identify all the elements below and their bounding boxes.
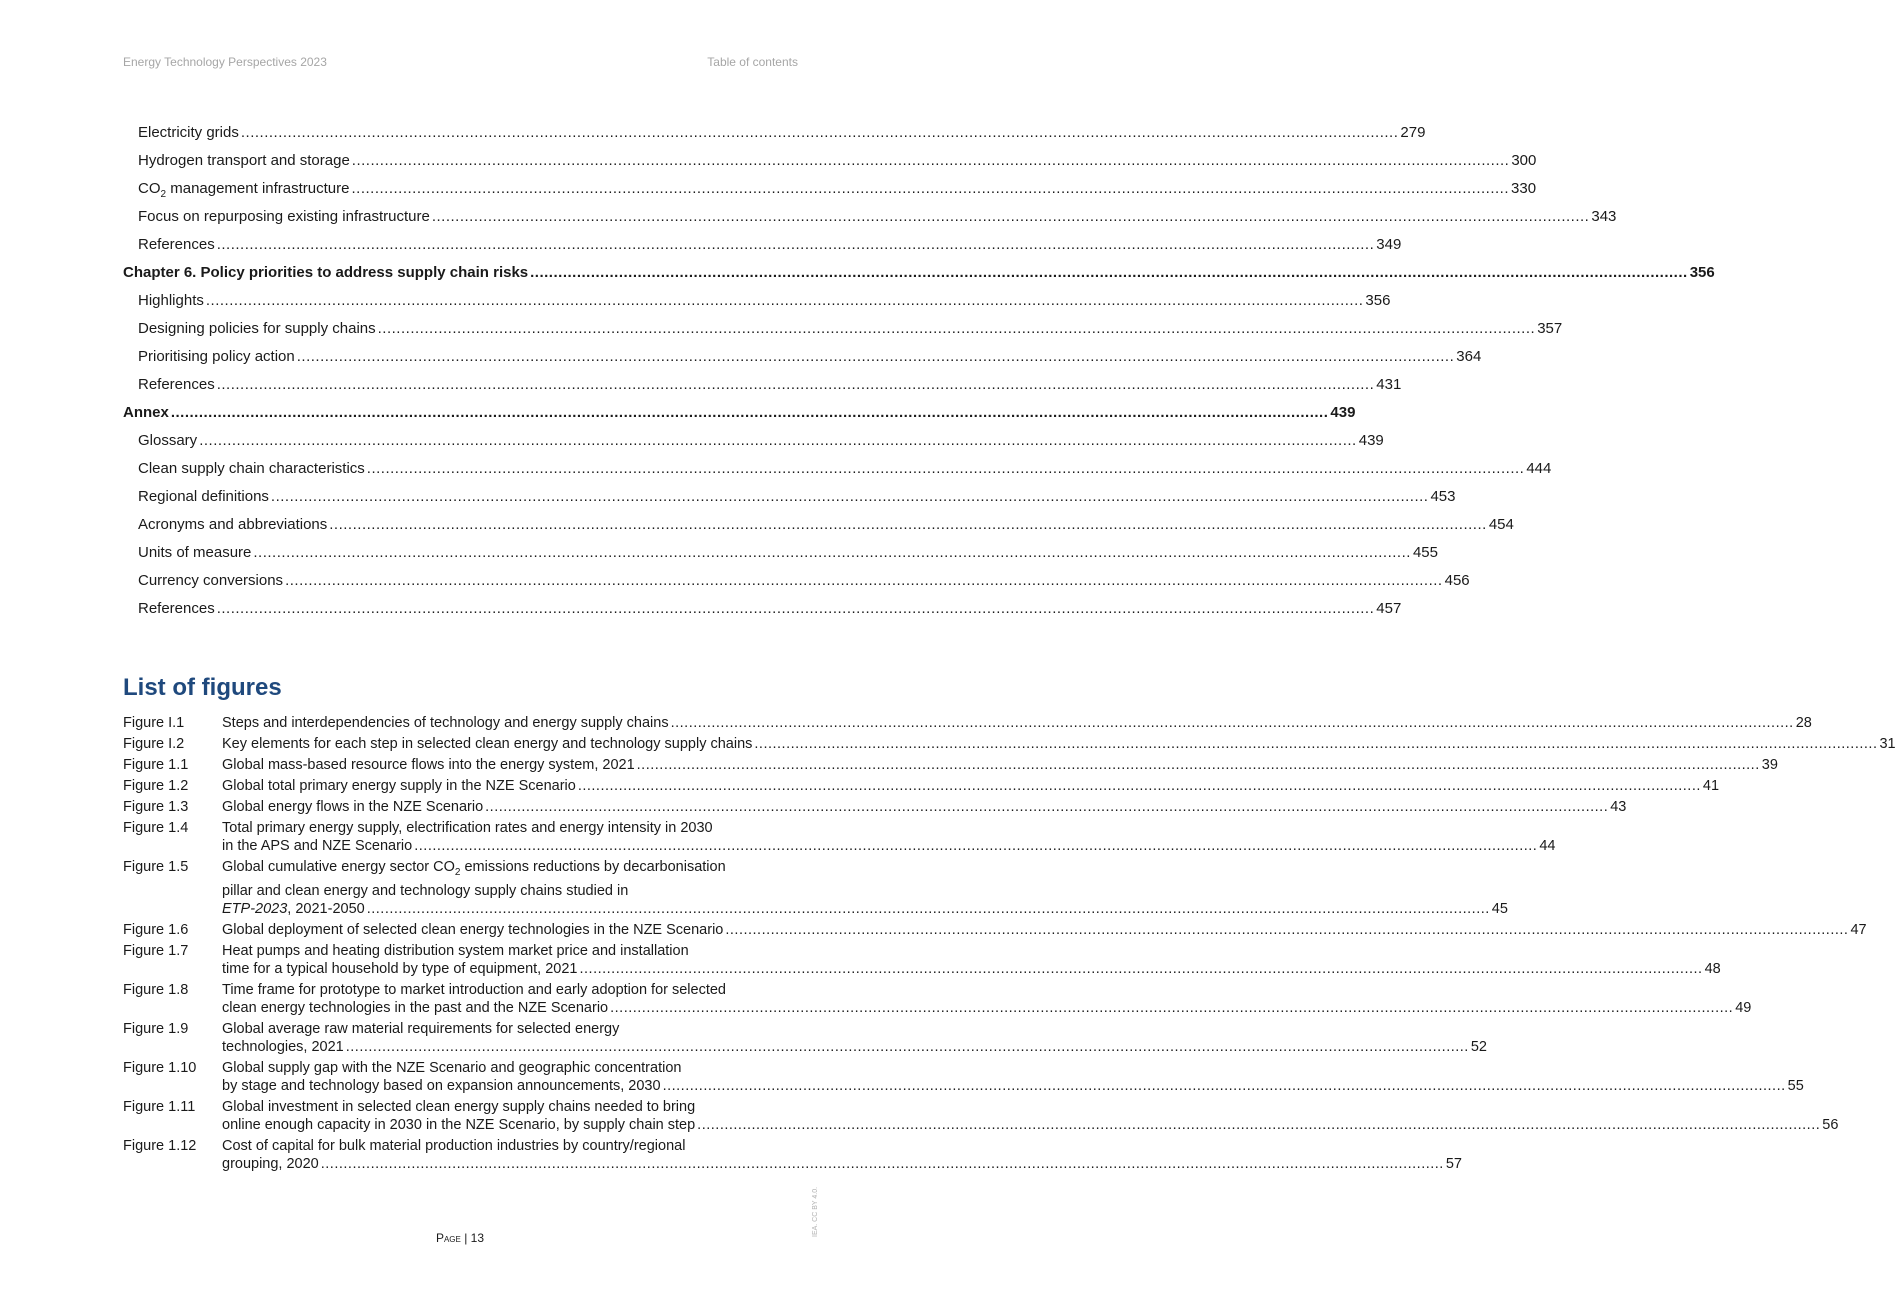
dot-leader — [485, 798, 1608, 816]
toc-entry[interactable] — [123, 147, 1537, 175]
toc-entry[interactable] — [123, 119, 1426, 147]
dot-leader — [253, 539, 1411, 567]
toc-entry-page: 364 — [1456, 348, 1482, 365]
figure-caption-line: Time frame for prototype to market introduction and early adoption for selected — [222, 981, 726, 998]
toc-entry[interactable] — [123, 427, 1384, 455]
toc-entry-page: 279 — [1400, 124, 1426, 141]
figure-page: 48 — [1704, 960, 1721, 977]
figure-caption: clean energy technologies in the past and the NZE Scenario — [222, 999, 609, 1016]
dot-leader — [637, 756, 1760, 774]
figure-number: Figure 1.5 — [123, 859, 189, 875]
toc-entry-page: 356 — [1689, 264, 1715, 281]
figure-caption: by stage and technology based on expansion announcements, 2030 — [222, 1077, 661, 1094]
figure-number: Figure 1.11 — [123, 1098, 196, 1115]
dot-leader — [610, 999, 1733, 1017]
figure-page: 44 — [1539, 838, 1556, 854]
dot-leader — [578, 777, 1701, 795]
figure-caption: Key elements for each step in selected clean energy and technology supply chains — [222, 736, 753, 752]
figure-number: Figure 1.7 — [123, 942, 189, 959]
figure-entry[interactable] — [123, 981, 1752, 1017]
figure-page: 52 — [1470, 1038, 1487, 1055]
toc-entry-page: 330 — [1511, 180, 1537, 197]
toc-entry[interactable] — [123, 371, 1402, 399]
toc-entry-title: Units of measure — [138, 544, 252, 561]
toc-chapter-entry[interactable] — [123, 259, 1715, 287]
toc-entry-title: Focus on repurposing existing infrastructure — [138, 208, 430, 225]
toc-entry-page: 439 — [1330, 404, 1356, 421]
figure-caption-line: Global investment in selected clean energy supply chains needed to bring — [222, 1098, 696, 1115]
toc-entry-title: Regional definitions — [138, 488, 269, 505]
dot-leader — [171, 399, 1329, 427]
toc-entry-title: Designing policies for supply chains — [138, 320, 376, 337]
toc-entry-page: 439 — [1358, 432, 1384, 449]
figure-caption: ETP-2023, 2021-2050 — [222, 900, 365, 917]
toc-entry-title: Glossary — [138, 432, 198, 449]
toc-entry-page: 454 — [1488, 516, 1514, 533]
dot-leader — [697, 1116, 1820, 1134]
toc-chapter-entry[interactable] — [123, 399, 1356, 427]
dot-leader — [530, 259, 1688, 287]
dot-leader — [217, 595, 1375, 623]
toc-entry[interactable] — [123, 455, 1552, 483]
dot-leader — [367, 900, 1490, 918]
figure-number: Figure 1.12 — [123, 1137, 197, 1154]
figure-page: 41 — [1702, 778, 1720, 794]
dot-leader — [199, 427, 1357, 455]
toc-entry-title: Annex — [123, 404, 169, 421]
toc-entry[interactable] — [123, 203, 1617, 231]
figure-caption-line: Cost of capital for bulk material production industries by country/regional — [222, 1137, 686, 1154]
toc-entry-page: 357 — [1537, 320, 1563, 337]
figure-page: 55 — [1787, 1077, 1804, 1094]
table-of-contents — [123, 119, 1715, 623]
dot-leader — [346, 1038, 1469, 1056]
dot-leader — [725, 921, 1848, 939]
toc-entry-title: References — [138, 236, 215, 253]
figure-entry[interactable] — [123, 798, 1627, 816]
figure-entry[interactable] — [123, 735, 1896, 753]
figure-caption-line: Heat pumps and heating distribution system market price and installation — [222, 942, 689, 959]
toc-entry-page: 456 — [1444, 572, 1470, 589]
figure-entry[interactable] — [123, 858, 1508, 918]
figure-number: Figure 1.4 — [123, 820, 189, 836]
toc-entry[interactable] — [123, 483, 1456, 511]
figure-caption: grouping, 2020 — [222, 1155, 319, 1172]
figure-number: Figure 1.8 — [123, 981, 189, 998]
toc-entry-title: References — [138, 376, 215, 393]
figure-page: 56 — [1822, 1116, 1839, 1133]
dot-leader — [351, 175, 1509, 203]
figure-caption: Global deployment of selected clean energy technologies in the NZE Scenario — [222, 921, 724, 938]
dot-leader — [352, 147, 1510, 175]
running-header-title: Energy Technology Perspectives 2023 — [123, 55, 327, 69]
toc-entry-page: 356 — [1365, 292, 1391, 309]
dot-leader — [432, 203, 1590, 231]
toc-entry-title: References — [138, 600, 215, 617]
figure-page: 49 — [1735, 999, 1752, 1016]
figure-entry[interactable] — [123, 1059, 1804, 1095]
figure-caption-line: Total primary energy supply, electrification rates and energy intensity in 2030 — [222, 820, 713, 836]
figure-entry[interactable] — [123, 921, 1867, 939]
toc-entry-title: Currency conversions — [138, 572, 284, 589]
toc-entry[interactable] — [123, 287, 1391, 315]
toc-entry-page: 457 — [1376, 600, 1402, 617]
toc-entry[interactable] — [123, 539, 1438, 567]
toc-entry-page: 444 — [1526, 460, 1552, 477]
list-of-figures-heading: List of figures — [123, 674, 282, 701]
dot-leader — [206, 287, 1364, 315]
figure-entry[interactable] — [123, 819, 1556, 855]
figure-number: Figure 1.6 — [123, 921, 189, 938]
figure-page: 57 — [1445, 1155, 1462, 1172]
figure-page: 47 — [1850, 921, 1867, 938]
figure-page: 28 — [1795, 715, 1812, 731]
figure-caption: Global total primary energy supply in the NZE Scenario — [222, 778, 576, 794]
toc-entry-page: 300 — [1511, 152, 1537, 169]
dot-leader — [754, 735, 1877, 753]
figure-number: Figure 1.1 — [123, 757, 189, 773]
figure-entry[interactable] — [123, 1020, 1487, 1056]
license-note: IEA. CC BY 4.0. — [812, 1186, 819, 1237]
dot-leader — [663, 1077, 1786, 1095]
figure-caption: Steps and interdependencies of technology and energy supply chains — [222, 715, 669, 731]
dot-leader — [329, 511, 1487, 539]
toc-entry[interactable] — [123, 567, 1470, 595]
figure-number: Figure 1.3 — [123, 799, 189, 815]
toc-entry-title: Hydrogen transport and storage — [138, 152, 350, 169]
figure-caption-line: Global average raw material requirements for selected energy — [222, 1020, 620, 1037]
page-footer — [0, 1231, 920, 1245]
dot-leader — [217, 231, 1375, 259]
figure-page: 43 — [1610, 799, 1627, 815]
figure-number: Figure 1.2 — [123, 778, 189, 794]
toc-entry[interactable] — [123, 315, 1563, 343]
figure-caption-line: Global supply gap with the NZE Scenario and geographic concentration — [222, 1059, 682, 1076]
figure-caption: online enough capacity in 2030 in the NZE Scenario, by supply chain step — [222, 1116, 696, 1133]
toc-entry-page: 349 — [1376, 236, 1402, 253]
toc-entry[interactable] — [123, 595, 1402, 623]
running-header-section: Table of contents — [707, 55, 798, 69]
toc-entry[interactable] — [123, 231, 1402, 259]
figure-page: 31 — [1879, 736, 1896, 752]
toc-entry-title: Clean supply chain characteristics — [138, 460, 365, 477]
toc-entry[interactable] — [123, 343, 1482, 371]
dot-leader — [367, 455, 1525, 483]
toc-entry[interactable] — [123, 175, 1537, 203]
figure-number: Figure I.1 — [123, 715, 185, 731]
dot-leader — [378, 315, 1536, 343]
figure-caption-line: Global cumulative energy sector $CO_2$ emissions reductions by decarbonisation — [222, 859, 726, 878]
toc-entry-title: Highlights — [138, 292, 204, 309]
toc-entry[interactable] — [123, 511, 1514, 539]
page-label: Page — [435, 1231, 461, 1245]
toc-entry-page: 455 — [1412, 544, 1438, 561]
figure-caption: technologies, 2021 — [222, 1038, 344, 1055]
dot-leader — [321, 1155, 1444, 1173]
page-separator: | — [460, 1231, 471, 1245]
toc-entry-title: $CO_2$ management infrastructure — [138, 180, 350, 200]
toc-entry-title: Prioritising policy action — [138, 348, 295, 365]
dot-leader — [271, 483, 1429, 511]
figure-caption: Global mass-based resource flows into the energy system, 2021 — [222, 757, 635, 773]
dot-leader — [217, 371, 1375, 399]
dot-leader — [241, 119, 1399, 147]
dot-leader — [414, 837, 1537, 855]
dot-leader — [297, 343, 1455, 371]
figure-caption-line: pillar and clean energy and technology supply chains studied in — [222, 882, 629, 899]
toc-entry-page: 343 — [1591, 208, 1617, 225]
page-number: 13 — [470, 1231, 485, 1245]
figure-caption: Global energy flows in the NZE Scenario — [222, 799, 484, 815]
dot-leader — [285, 567, 1443, 595]
toc-entry-title: Acronyms and abbreviations — [138, 516, 328, 533]
list-of-figures — [123, 714, 1896, 1176]
figure-entry[interactable] — [123, 1137, 1462, 1173]
toc-entry-page: 431 — [1376, 376, 1402, 393]
toc-entry-title: Chapter 6. Policy priorities to address supply chain risks — [123, 264, 529, 281]
figure-entry[interactable] — [123, 714, 1812, 732]
toc-entry-page: 453 — [1430, 488, 1456, 505]
figure-number: Figure I.2 — [123, 736, 185, 752]
toc-entry-title: Electricity grids — [138, 124, 239, 141]
figure-number: Figure 1.10 — [123, 1059, 197, 1076]
figure-entry[interactable] — [123, 942, 1721, 978]
figure-caption: time for a typical household by type of equipment, 2021 — [222, 960, 578, 977]
figure-number: Figure 1.9 — [123, 1020, 189, 1037]
figure-caption: in the APS and NZE Scenario — [222, 838, 413, 854]
figure-page: 39 — [1761, 757, 1778, 773]
dot-leader — [579, 960, 1702, 978]
figure-entry[interactable] — [123, 756, 1778, 774]
figure-entry[interactable] — [123, 1098, 1839, 1134]
dot-leader — [671, 714, 1794, 732]
figure-page: 45 — [1491, 900, 1508, 917]
figure-entry[interactable] — [123, 777, 1720, 795]
